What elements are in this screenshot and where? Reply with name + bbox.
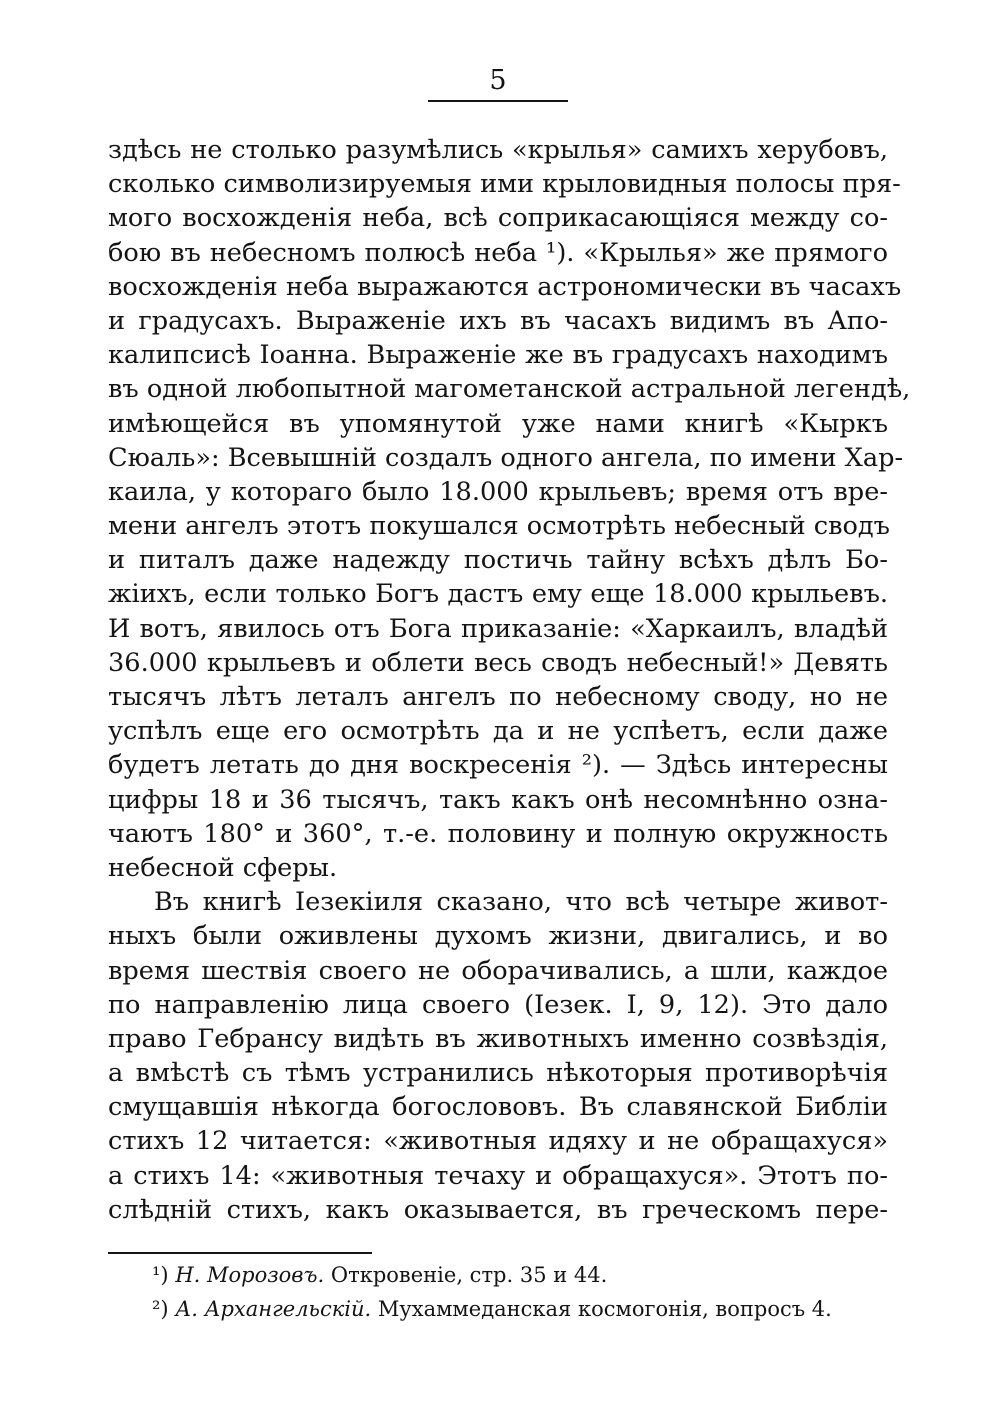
text-line: время шествія своего не оборачивались, а шли, каждое [108, 955, 888, 986]
header-rule [428, 100, 568, 102]
text-line: а стихъ 14: «животныя течаху и обращахуся». Этотъ по- [108, 1160, 888, 1191]
text-line: по направленію лица своего (Іезек. I, 9, 12). Это дало [108, 989, 888, 1020]
text-line: а вмѣстѣ съ тѣмъ устранились нѣкоторыя противорѣчія [108, 1058, 888, 1089]
footnote-marker: ¹) [152, 1263, 169, 1287]
text-line: имѣющейся въ упомянутой уже нами книгѣ «Кыркъ [108, 408, 888, 439]
text-line: бою въ небесномъ полюсѣ неба ¹). «Крылья» же прямого [108, 237, 888, 268]
text-line: успѣлъ еще его осмотрѣть да и не успѣетъ, если даже [108, 716, 888, 747]
text-line: смущавшія нѣкогда богослововъ. Въ славянской Библіи [108, 1092, 888, 1123]
text-line: чаютъ 180° и 360°, т.-е. половину и полную окружность [108, 818, 888, 849]
text-line: восхожденія неба выражаются астрономически въ часахъ [108, 271, 902, 302]
footnote-text: Откровеніе, стр. 35 и 44. [330, 1263, 608, 1287]
text-line: сколько символизируемыя ими крыловидныя полосы пря- [108, 169, 901, 200]
body-text [108, 133, 911, 1227]
text-line: небесной сферы. [108, 852, 338, 883]
text-line: мого восхожденія неба, всѣ соприкасающіяся между со- [108, 203, 888, 234]
text-line: стихъ 12 читается: «животныя идяху и не обращахуся» [108, 1126, 888, 1157]
text-line: цифры 18 и 36 тысячъ, такъ какъ онѣ несомнѣнно озна- [108, 784, 888, 815]
text-line: тысячъ лѣтъ леталъ ангелъ по небесному своду, но не [108, 682, 888, 712]
footnote-author: Н. Морозовъ. [175, 1263, 325, 1287]
footnote-2 [108, 1292, 888, 1326]
paragraph-1 [108, 133, 911, 885]
text-line: и питалъ даже надежду постичь тайну всѣхъ дѣлъ Бо- [108, 545, 888, 576]
footnotes [108, 1258, 888, 1326]
text-line: И вотъ, явилось отъ Бога приказаніе: «Харкаилъ, владѣй [108, 613, 888, 644]
text-line: жіихъ, если только Богъ дастъ ему еще 18.000 крыльевъ. [108, 579, 888, 610]
text-line: въ одной любопытной магометанской астральной легендѣ, [108, 374, 911, 405]
text-line: мени ангелъ этотъ покушался осмотрѣть небесный сводъ [108, 511, 890, 542]
paragraph-2 [108, 885, 888, 1227]
footnote-1 [108, 1258, 888, 1292]
text-line: слѣдній стихъ, какъ оказывается, въ греческомъ пере- [108, 1194, 888, 1225]
text-line: Сюаль»: Всевышній создалъ одного ангела, по имени Хар- [108, 442, 904, 473]
text-line: ныхъ были оживлены духомъ жизни, двигались, и во [108, 921, 888, 952]
footnote-author: А. Архангельскій. [175, 1297, 372, 1321]
text-line: и градусахъ. Выраженіе ихъ въ часахъ видимъ въ Апо- [108, 305, 888, 336]
page-header [428, 66, 568, 102]
footnote-marker: ²) [152, 1297, 169, 1321]
text-line: здѣсь не столько разумѣлись «крылья» самихъ херубовъ, [108, 135, 888, 165]
text-line: Въ книгѣ Іезекіиля сказано, что всѣ четыре живот- [154, 887, 888, 918]
text-line: будетъ летать до дня воскресенія ²). — Здѣсь интересны [108, 750, 888, 781]
text-line: калипсисѣ Іоанна. Выраженіе же въ градусахъ находимъ [108, 340, 888, 371]
text-line: каила, у котораго было 18.000 крыльевъ; время отъ вре- [108, 476, 888, 507]
footnote-rule [108, 1252, 372, 1254]
page-number: 5 [489, 65, 507, 96]
text-line: 36.000 крыльевъ и облети весь сводъ небесный!» Девять [108, 647, 888, 678]
text-line: право Гебрансу видѣть въ животныхъ именно созвѣздія, [108, 1023, 888, 1054]
footnote-text: Мухаммеданская космогонія, вопросъ 4. [377, 1297, 832, 1321]
